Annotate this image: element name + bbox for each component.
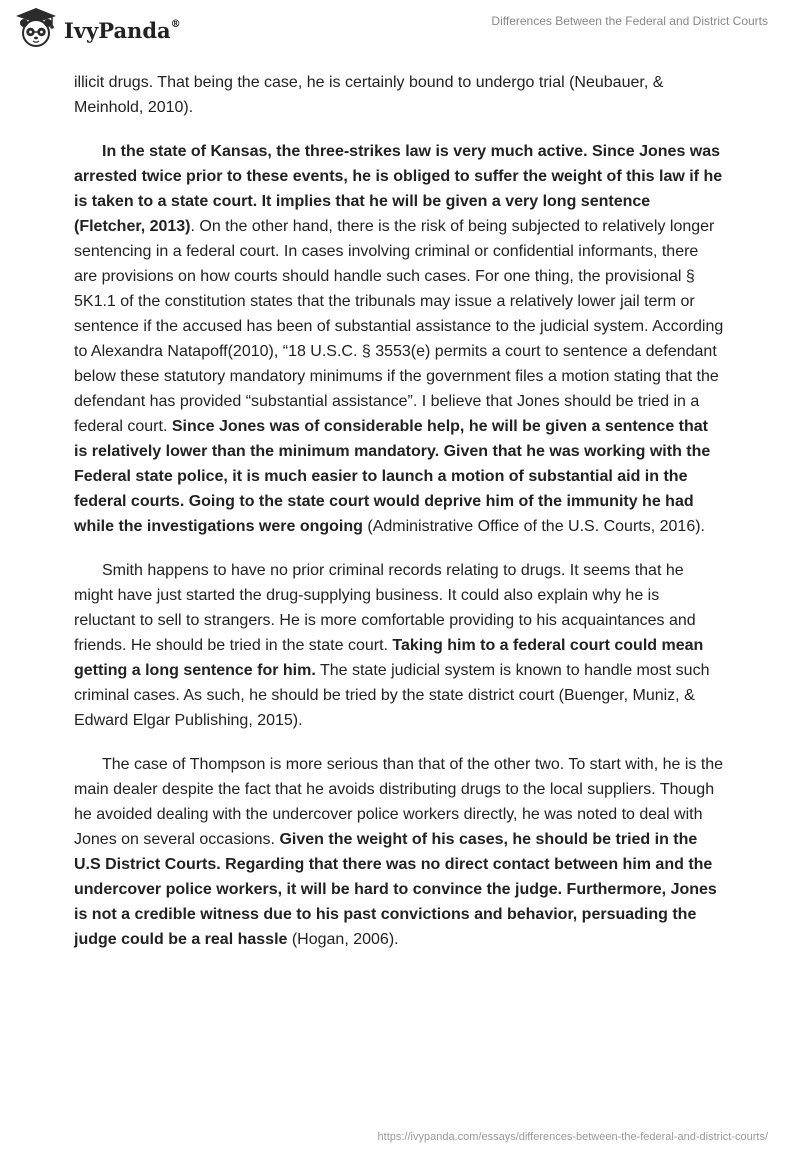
source-url[interactable]: https://ivypanda.com/essays/differences-between-the-federal-and-district-courts/ (377, 1131, 768, 1143)
paragraph (74, 558, 724, 733)
page-header (0, 0, 800, 62)
essay-body (74, 70, 724, 971)
bold-text: Since Jones was of considerable help, he will be given a sentence that is relatively lower than the minimum mandatory. Given that he was working with the Federal state police, it is much easier to launch a motion of substantial aid in the federal courts. Going to the state court would deprive him of the immunity he had while the investigations were ongoing (74, 418, 711, 535)
brand-logo[interactable] (14, 6, 181, 50)
brand-name: IvyPanda® (64, 17, 181, 43)
text-run: illicit drugs. That being the case, he is certainly bound to undergo trial (Neubauer, & Meinhold, 2010). (74, 74, 664, 116)
bold-text: Given the weight of his cases, he should be tried in the U.S District Courts. Regarding that there was no direct contact between him and the undercover police workers, it will be hard to convince the judge. Furthermore, Jones is not a credible witness due to his past convictions and behavior, persuading the judge could be a real hassle (74, 831, 717, 948)
text-run: The state judicial system is known to handle most such criminal cases. As such, he should be tried by the state district court (Buenger, Muniz, & Edward Elgar Publishing, 2015). (74, 662, 710, 729)
paragraph (74, 139, 724, 539)
text-run: (Administrative Office of the U.S. Courts, 2016). (362, 518, 705, 535)
text-run: (Hogan, 2006). (287, 931, 399, 948)
paragraph (74, 752, 724, 952)
panda-graduate-icon (14, 6, 58, 50)
bold-text: In the state of Kansas, the three-strikes law is very much active. Since Jones was arrested twice prior to these events, he is obliged to suffer the weight of this law if he is taken to a state court. It implies that he will be given a very long sentence (Fletcher, 2013) (74, 143, 723, 235)
text-run: Smith happens to have no prior criminal records relating to drugs. It seems that he might have just started the drug-supplying business. It could also explain why he is reluctant to sell to strangers. He is more comfortable providing to his acquaintances and friends. He should be tried in the state court. (74, 562, 696, 654)
text-run: The case of Thompson is more serious than that of the other two. To start with, he is the main dealer despite the fact that he avoids distributing drugs to the local suppliers. Though he avoided dealing with the undercover police workers directly, he was noted to deal with Jones on several occasions. (74, 756, 724, 848)
text-run: . On the other hand, there is the risk of being subjected to relatively longer sentencing in a federal court. In cases involving criminal or confidential informants, there are provisions on how courts should handle such cases. For one thing, the provisional § 5K1.1 of the constitution states that the tribunals may issue a relatively lower jail term or sentence if the accused has been of substantial assistance to the judicial system. According to Alexandra Natapoff(2010), “18 U.S.C. § 3553(e) permits a court to sentence a defendant below these statutory mandatory minimums if the government files a motion stating that the defendant has provided “substantial assistance”. I believe that Jones should be tried in a federal court. (74, 218, 724, 435)
document-title: Differences Between the Federal and District Courts (491, 14, 768, 28)
paragraph (74, 70, 724, 120)
bold-text: Taking him to a federal court could mean getting a long sentence for him. (74, 637, 704, 679)
